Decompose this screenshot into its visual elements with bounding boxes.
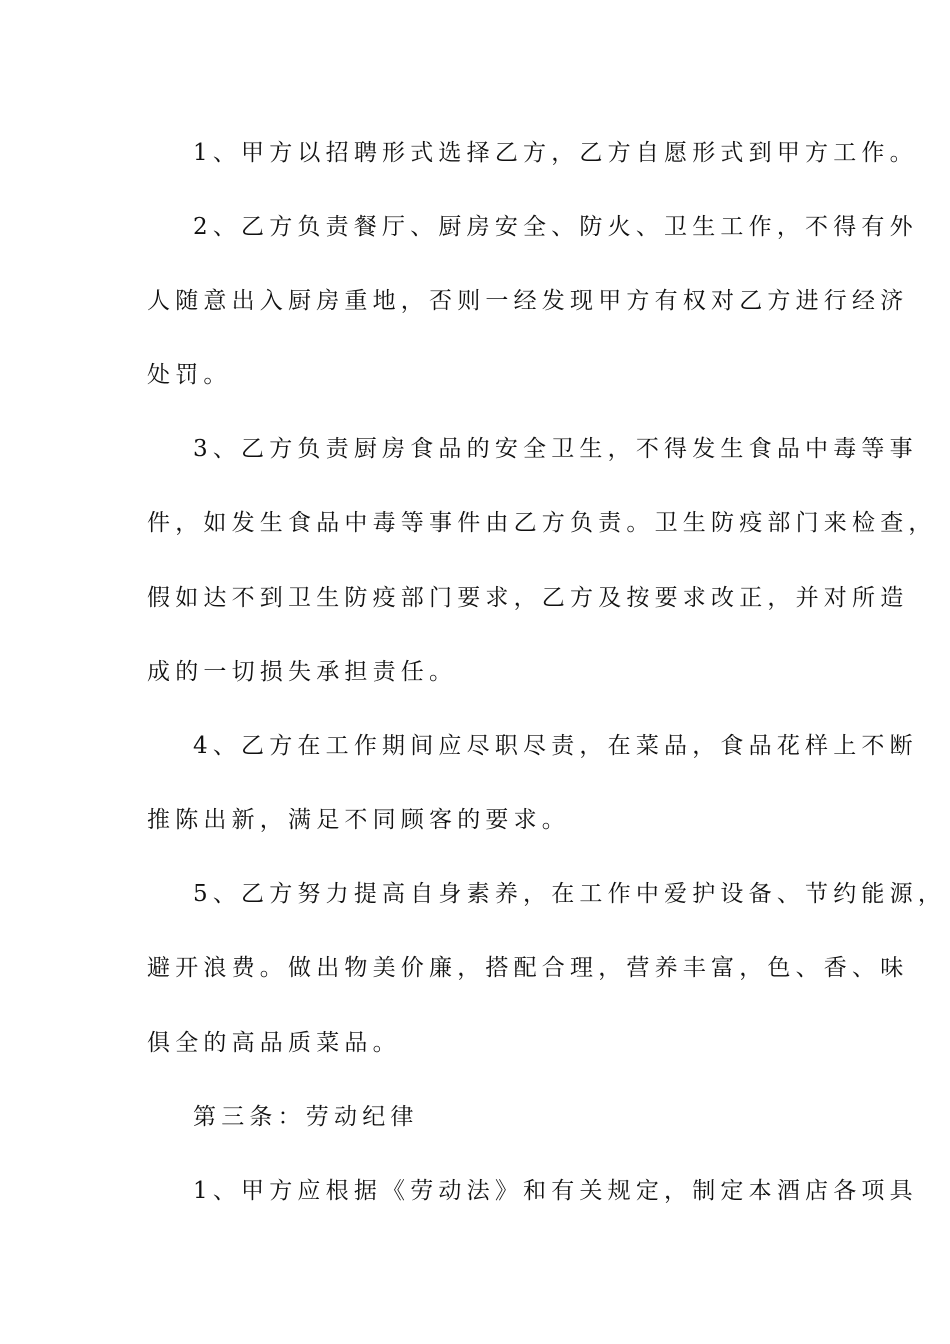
clause-1-line-1 [0,133,950,173]
text-line: 4、乙方在工作期间应尽职尽责，在菜品，食品花样上不断 [193,733,918,759]
text-line: 1、甲方以招聘形式选择乙方，乙方自愿形式到甲方工作。 [193,140,918,166]
clause-5-line-2 [0,948,950,988]
clause-5-line-3 [0,1023,950,1063]
text-line: 1、甲方应根据《劳动法》和有关规定，制定本酒店各项具 [193,1178,918,1204]
clause-4-line-2 [0,800,950,840]
text-line: 俱全的高品质菜品。 [147,1030,401,1056]
text-line: 件，如发生食品中毒等事件由乙方负责。卫生防疫部门来检查， [147,510,937,536]
clause-3-line-4 [0,652,950,692]
text-line: 成的一切损失承担责任。 [147,659,458,685]
clause-3-line-2 [0,503,950,543]
text-line: 推陈出新，满足不同顾客的要求。 [147,807,570,833]
text-line: 5、乙方努力提高自身素养，在工作中爱护设备、节约能源， [193,881,947,907]
section-clause-1-line-1 [0,1171,950,1211]
text-line: 人随意出入厨房重地，否则一经发现甲方有权对乙方进行经济 [147,288,909,314]
clause-4-line-1 [0,726,950,766]
text-line: 避开浪费。做出物美价廉，搭配合理，营养丰富，色、香、味 [147,955,909,981]
clause-2-line-1 [0,207,950,247]
clause-3-line-1 [0,429,950,469]
heading-text: 第三条：劳动纪律 [193,1104,419,1130]
text-line: 2、乙方负责餐厅、厨房安全、防火、卫生工作，不得有外 [193,214,918,240]
clause-3-line-3 [0,578,950,618]
text-line: 3、乙方负责厨房食品的安全卫生，不得发生食品中毒等事 [193,436,918,462]
clause-5-line-1 [0,874,950,914]
clause-2-line-2 [0,281,950,321]
clause-2-line-3 [0,355,950,395]
text-line: 假如达不到卫生防疫部门要求，乙方及按要求改正，并对所造 [147,585,909,611]
section-heading [0,1097,950,1137]
text-line: 处罚。 [147,362,232,388]
